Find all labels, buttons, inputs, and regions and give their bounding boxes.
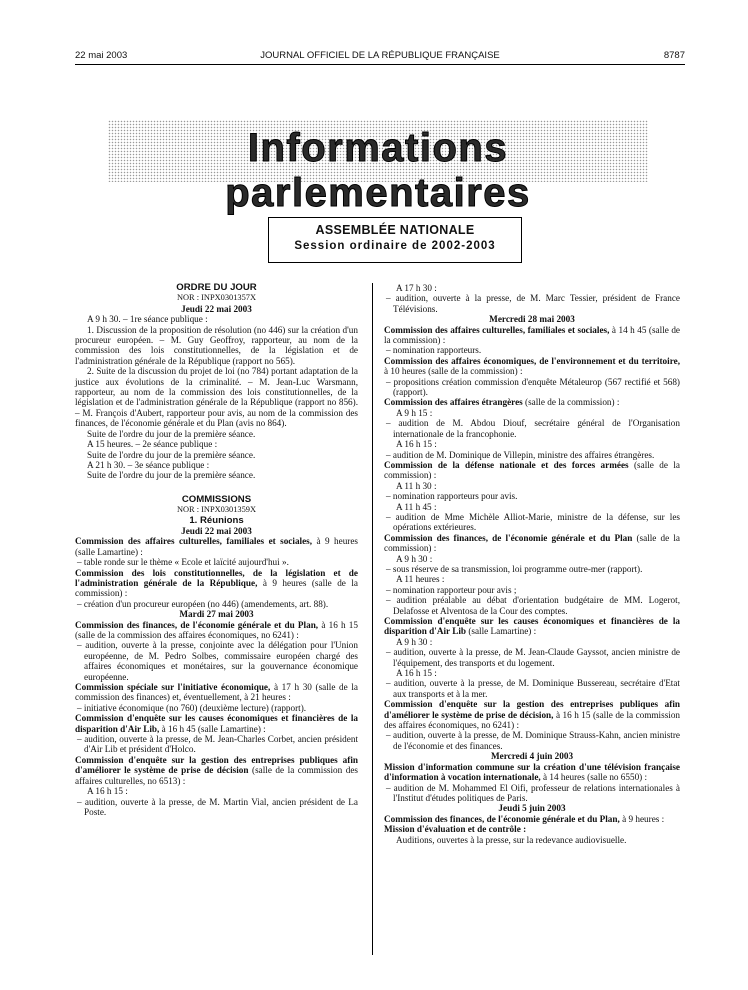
paragraph: Suite de l'ordre du jour de la première séance. <box>87 470 256 481</box>
list-item: – audition de M. Abdou Diouf, secrétaire général de l'Organisation internationale de la francophonie. <box>386 418 680 439</box>
paragraph: Suite de l'ordre du jour de la première séance. <box>87 428 256 439</box>
list-item: – nomination rapporteur pour avis ; <box>386 584 517 595</box>
list-item: – audition, ouverte à la presse, conjointe avec la délégation pour l'Union européenne, de M. Pedro Solbes, commissaire européen chargé des affaires économiques et monétaires, sur la gouvernance économique européenne. <box>77 640 358 682</box>
header-rule <box>75 64 685 65</box>
meeting-details: à 14 h 45 (salle de la commission) : <box>384 324 680 346</box>
list-item: – audition, ouverte à la presse, de M. Dominique Strauss-Kahn, ancien ministre de l'économie et des finances. <box>386 730 680 751</box>
committee-name: Commission des finances, de l'économie générale et du Plan <box>384 532 633 543</box>
list-item: – sous réserve de sa transmission, loi programme outre-mer (rapport). <box>386 563 643 574</box>
committee-name: Commission de la défense nationale et des forces armées <box>384 459 629 470</box>
paragraph: A 11 h 30 : <box>396 480 437 491</box>
paragraph: A 15 heures. – 2e séance publique : <box>87 439 218 450</box>
committee-heading <box>384 356 680 377</box>
committee-name: Commission des finances, de l'économie générale et du Plan, <box>75 619 319 630</box>
committee-name: Mission d'évaluation et de contrôle : <box>384 824 527 835</box>
committee-name: Mission d'information commune sur la création d'une télévision française d'information à vocation internationale, <box>384 761 680 783</box>
paragraph: A 16 h 15 : <box>396 668 437 679</box>
committee-name: Commission d'enquête sur la gestion des entreprises publiques afin d'améliorer le système de prise de décision, <box>384 699 680 720</box>
list-item: – initiative économique (no 760) (deuxième lecture) (rapport). <box>77 702 307 713</box>
paragraph: A 11 h 45 : <box>396 501 437 512</box>
committee-name: Commission des finances, de l'économie générale et du Plan, <box>384 813 620 824</box>
meeting-details: (salle de la commission des affaires culturelles, no 6513) : <box>75 765 358 786</box>
committee-name: Commission des affaires culturelles, familiales et sociales, <box>384 324 610 335</box>
banner-title: Informations parlementaires <box>225 126 531 215</box>
list-item: – audition, ouverte à la presse, de M. Marc Tessier, président de France Télévisions. <box>386 293 680 314</box>
date-heading: Mercredi 28 mai 2003 <box>489 314 575 325</box>
committee-heading <box>384 824 680 834</box>
paragraph: A 9 h 30 : <box>396 553 433 564</box>
committee-heading <box>384 325 680 346</box>
committee-name: Commission d'enquête sur les causes économiques et financières de la disparition d'Air Lib <box>384 616 680 637</box>
paragraph: A 21 h 30. – 3e séance publique : <box>87 459 210 470</box>
meeting-details: à 16 h 15 (salle de la commission des affaires économiques, no 6241) : <box>75 619 358 640</box>
list-item: – audition de M. Dominique de Villepin, ministre des affaires étrangères. <box>386 449 655 460</box>
nor-reference: NOR : INPX0301359X <box>176 505 257 515</box>
spacer <box>75 481 358 495</box>
list-item: – nomination rapporteurs pour avis. <box>386 491 518 502</box>
section-heading: COMMISSIONS <box>181 493 252 505</box>
committee-name: Commission des affaires culturelles, familiales et sociales, <box>75 536 313 547</box>
committee-heading <box>75 568 358 599</box>
assembly-name: ASSEMBLÉE NATIONALE <box>315 223 475 237</box>
running-header <box>75 50 685 64</box>
meeting-details: à 9 heures : <box>619 813 665 824</box>
committee-heading <box>384 616 680 637</box>
meeting-details: (salle Lamartine) : <box>466 626 537 637</box>
session-title: Session ordinaire de 2002-2003 <box>294 240 496 252</box>
committee-heading <box>384 533 680 554</box>
list-item: – nomination rapporteurs. <box>386 345 482 356</box>
committee-heading <box>384 814 680 824</box>
committee-name: Commission des affaires étrangères <box>384 397 523 408</box>
committee-heading <box>75 713 358 734</box>
list-item: – audition, ouverte à la presse, de M. Jean-Claude Gayssot, ancien ministre de l'équipement, des transports et du logement. <box>386 647 680 668</box>
committee-heading <box>75 620 358 641</box>
committee-heading <box>75 536 358 557</box>
section-heading: ORDRE DU JOUR <box>176 282 257 293</box>
committee-heading <box>75 682 358 703</box>
committee-heading <box>384 460 680 481</box>
meeting-details: à 16 h 45 (salle Lamartine) : <box>159 723 266 734</box>
list-item: – audition, ouverte à la presse, de M. Martin Vial, ancien président de La Poste. <box>77 796 358 817</box>
column-divider <box>372 283 373 955</box>
header-page-number: 8787 <box>663 50 685 61</box>
paragraph: A 17 h 30 : <box>396 283 437 293</box>
paragraph: A 11 heures : <box>396 574 445 585</box>
committee-heading <box>75 755 358 786</box>
list-item: – audition de Mme Michèle Alliot-Marie, ministre de la défense, sur les opérations extérieures. <box>386 511 680 533</box>
meeting-details: à 14 heures (salle no 6550) : <box>540 772 648 783</box>
header-date: 22 mai 2003 <box>75 50 128 61</box>
committee-name: Commission spéciale sur l'initiative économique, <box>75 682 271 693</box>
meeting-details: à 9 heures (salle de la commission) : <box>75 577 358 599</box>
paragraph: 2. Suite de la discussion du projet de loi (no 784) portant adaptation de la justice aux évolutions de la criminalité. – M. Jean-Luc Warsmann, rapporteur, au nom de la commission des lois constitutionnelles, de la législation et de l'administration générale de la République (rapport no 856). – M. François d'Aubert, rapporteur pour avis, au nom de la commission des finances, de l'économie générale et du Plan (avis no 864). <box>75 366 358 429</box>
paragraph: Suite de l'ordre du jour de la première séance. <box>87 449 256 460</box>
assembly-box <box>268 217 522 263</box>
date-heading: Mardi 27 mai 2003 <box>179 609 254 620</box>
list-item: – table ronde sur le thème « Ecole et laïcité aujourd'hui ». <box>77 557 289 568</box>
date-heading: Jeudi 22 mai 2003 <box>181 303 252 314</box>
date-heading: Mercredi 4 juin 2003 <box>490 751 574 762</box>
paragraph: A 9 h 15 : <box>396 407 433 418</box>
meeting-details: à 10 heures (salle de la commission) : <box>384 366 523 377</box>
date-heading: Jeudi 22 mai 2003 <box>181 525 252 536</box>
paragraph: A 16 h 15 : <box>87 786 128 797</box>
list-item: – audition, ouverte à la presse, de M. Dominique Bussereau, secrétaire d'Etat aux transports et à la mer. <box>386 678 680 699</box>
committee-name: Commission des affaires économiques, de l'environnement et du territoire, <box>384 355 680 366</box>
list-item: – propositions création commission d'enquête Métaleurop (567 rectifié et 568) (rapport). <box>386 376 680 398</box>
meeting-details: à 17 h 30 (salle de la commission des finances) et, éventuellement, à 21 heures : <box>75 682 358 703</box>
meeting-details: (salle de la commission) : <box>384 459 680 481</box>
header-journal-title: JOURNAL OFFICIEL DE LA RÉPUBLIQUE FRANÇAISE <box>260 50 500 61</box>
paragraph: 1. Discussion de la proposition de résolution (no 446) sur la création d'un procureur européen. – M. Guy Geoffroy, rapporteur, au nom de la commission des lois constitutionnelles, de la législation et de l'administration générale de la République (rapport no 565). <box>75 324 358 366</box>
meeting-details: (salle de la commission) : <box>384 532 680 554</box>
list-item: – audition de M. Mohammed El Oifi, professeur de relations internationales à l'Institut d'études politiques de Paris. <box>386 782 680 803</box>
committee-name: Commission des lois constitutionnelles, de la législation et de l'administration générale de la République, <box>75 567 358 588</box>
meeting-details: à 16 h 15 (salle de la commission des affaires économiques, no 6241) : <box>384 709 681 731</box>
section-banner <box>108 120 648 215</box>
committee-name: Commission d'enquête sur la gestion des entreprises publiques afin d'améliorer le système de prise de décision <box>75 754 358 776</box>
nor-reference: NOR : INPX0301357X <box>176 293 257 303</box>
left-column <box>75 283 358 817</box>
meeting-details: à 9 heures (salle Lamartine) : <box>75 536 358 557</box>
paragraph: Auditions, ouvertes à la presse, sur la redevance audiovisuelle. <box>396 834 627 845</box>
list-item: – audition, ouverte à la presse, de M. Jean-Charles Corbet, ancien président d'Air Lib et président d'Holco. <box>77 734 358 755</box>
meeting-details: (salle de la commission) : <box>522 397 620 408</box>
date-heading: Jeudi 5 juin 2003 <box>498 803 566 814</box>
paragraph: A 16 h 15 : <box>396 439 437 450</box>
section-heading: 1. Réunions <box>189 514 244 526</box>
committee-heading <box>384 699 680 730</box>
paragraph: A 9 h 30 : <box>396 636 433 647</box>
paragraph: A 9 h 30. – 1re séance publique : <box>87 314 208 325</box>
committee-name: Commission d'enquête sur les causes économiques et financières de la disparition d'Air Lib, <box>75 713 358 734</box>
list-item: – création d'un procureur européen (no 446) (amendements, art. 88). <box>77 598 329 609</box>
right-column <box>384 283 680 845</box>
list-item: – audition préalable au débat d'orientation budgétaire de MM. Logerot, Delafosse et Alventosa de la Cour des comptes. <box>386 595 680 616</box>
committee-heading <box>384 762 680 783</box>
committee-heading <box>384 397 680 407</box>
